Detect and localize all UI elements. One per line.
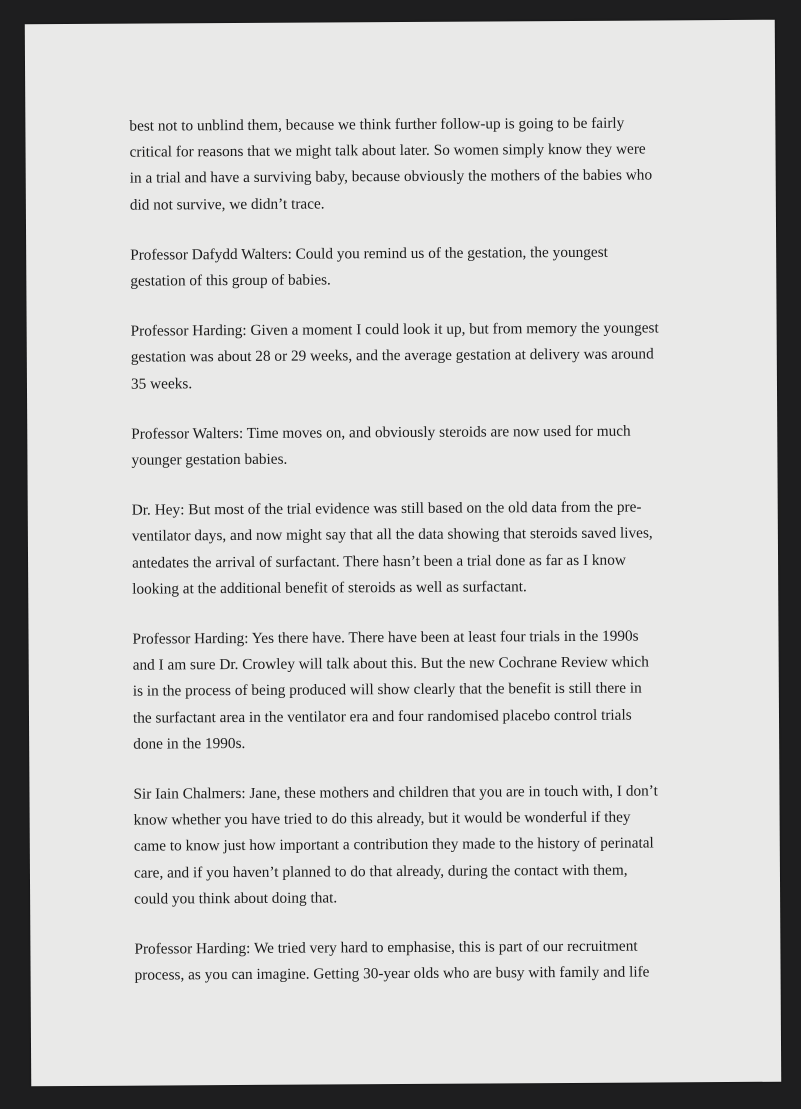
transcript-body (129, 110, 669, 1013)
paragraph-hey-evidence: Dr. Hey: But most of the trial evidence was still based on the old data from the pre- ventilator days, and now might say that all the data showing that steroids saved lives, antedates the arrival of surfactant. There hasn’t been a trial done as far as I know looking at the additional benefit of steroids as well as surfactant. (131, 498, 653, 598)
paragraph-continuation: best not to unblind them, because we think further follow-up is going to be fairly critical for reasons that we might talk about later. So women simply know they were in a trial and have a surviving baby, because obviously the mothers of the babies who did not survive, we didn’t trace. (129, 114, 653, 214)
paragraph-walters-question: Professor Dafydd Walters: Could you remind us of the gestation, the youngest gestation of this group of babies. (130, 243, 608, 290)
paragraph-harding-recruitment: Professor Harding: We tried very hard to emphasise, this is part of our recruitment process, as you can imagine. Getting 30-year olds who are busy with family and life (134, 937, 650, 984)
paragraph-harding-gestation: Professor Harding: Given a moment I could look it up, but from memory the youngest gestation was about 28 or 29 weeks, and the average gestation at delivery was around 35 weeks. (130, 319, 659, 393)
paragraph-chalmers: Sir Iain Chalmers: Jane, these mothers and children that you are in touch with, I don’t know whether you have tried to do this already, but it would be wonderful if they came to know just how important a contribution they made to the history of perinatal care, and if you haven’t planned to do that already, during the contact with them, could you think about doing that. (133, 782, 658, 908)
paragraph-harding-trials: Professor Harding: Yes there have. There have been at least four trials in the 1990s and I am sure Dr. Crowley will talk about this. But the new Cochrane Review which is in the process of being produced will show clearly that the benefit is still there in the surfactant area in the ventilator era and four randomised placebo control trials done in the 1990s. (132, 627, 649, 753)
paragraph-walters-time: Professor Walters: Time moves on, and obviously steroids are now used for much younger gestation babies. (131, 422, 631, 469)
document-page (25, 20, 781, 1087)
